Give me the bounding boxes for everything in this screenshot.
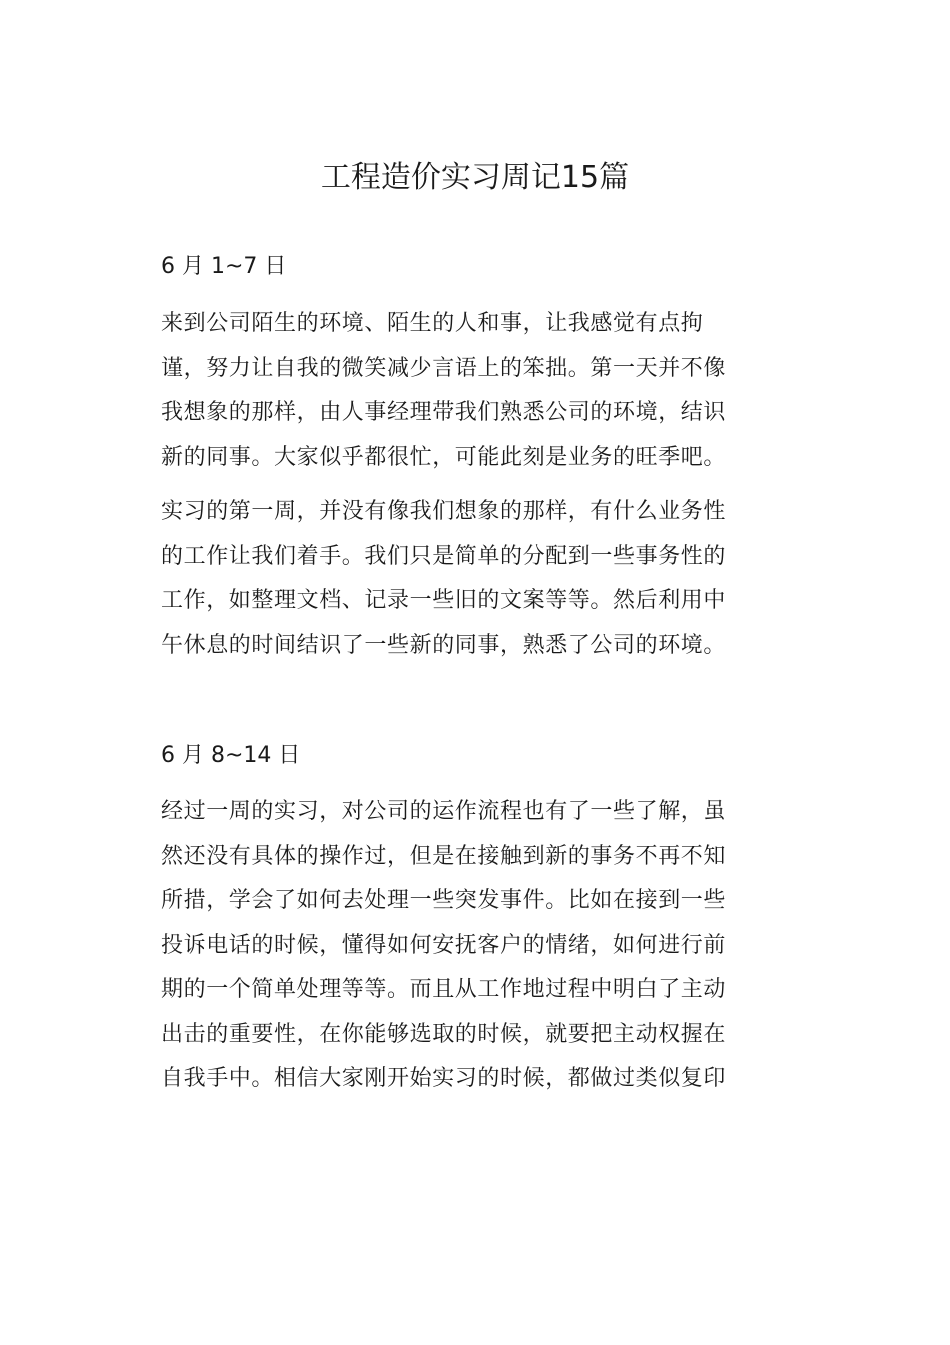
text-line: 期的一个简单处理等等。而且从工作地过程中明白了主动 xyxy=(161,977,727,1002)
text-line: 所措，学会了如何去处理一些突发事件。比如在接到一些 xyxy=(161,888,727,913)
text-line: 然还没有具体的操作过，但是在接触到新的事务不再不知 xyxy=(161,843,727,869)
text-line: 谨，努力让自我的微笑减少言语上的笨拙。第一天并不像 xyxy=(161,355,727,381)
text-line: 出击的重要性，在你能够选取的时候，就要把主动权握在 xyxy=(161,1021,727,1047)
text-line: 投诉电话的时候，懂得如何安抚客户的情绪，如何进行前 xyxy=(161,932,727,958)
text-line: 我想象的那样，由人事经理带我们熟悉公司的环境，结识 xyxy=(161,400,727,425)
document-title: 工程造价实习周记15篇 xyxy=(320,160,630,196)
section-heading-week-2: 6 月 8~14 日 xyxy=(161,743,301,768)
section-1-paragraph-1 xyxy=(161,302,741,480)
text-line: 午休息的时间结识了一些新的同事，熟悉了公司的环境。 xyxy=(161,632,727,658)
section-heading-week-1: 6 月 1~7 日 xyxy=(161,254,287,279)
text-line: 自我手中。相信大家刚开始实习的时候，都做过类似复印 xyxy=(161,1066,727,1091)
text-line: 实习的第一周，并没有像我们想象的那样，有什么业务性 xyxy=(161,499,727,524)
section-2-paragraph-1 xyxy=(161,790,741,1102)
text-line: 的工作让我们着手。我们只是简单的分配到一些事务性的 xyxy=(161,543,727,569)
text-line: 来到公司陌生的环境、陌生的人和事，让我感觉有点拘 xyxy=(161,311,704,336)
text-line: 工作，如整理文档、记录一些旧的文案等等。然后利用中 xyxy=(161,588,727,613)
section-1-paragraph-2 xyxy=(161,490,741,668)
text-line: 经过一周的实习，对公司的运作流程也有了一些了解，虽 xyxy=(161,799,727,824)
text-line: 新的同事。大家似乎都很忙，可能此刻是业务的旺季吧。 xyxy=(161,444,727,470)
